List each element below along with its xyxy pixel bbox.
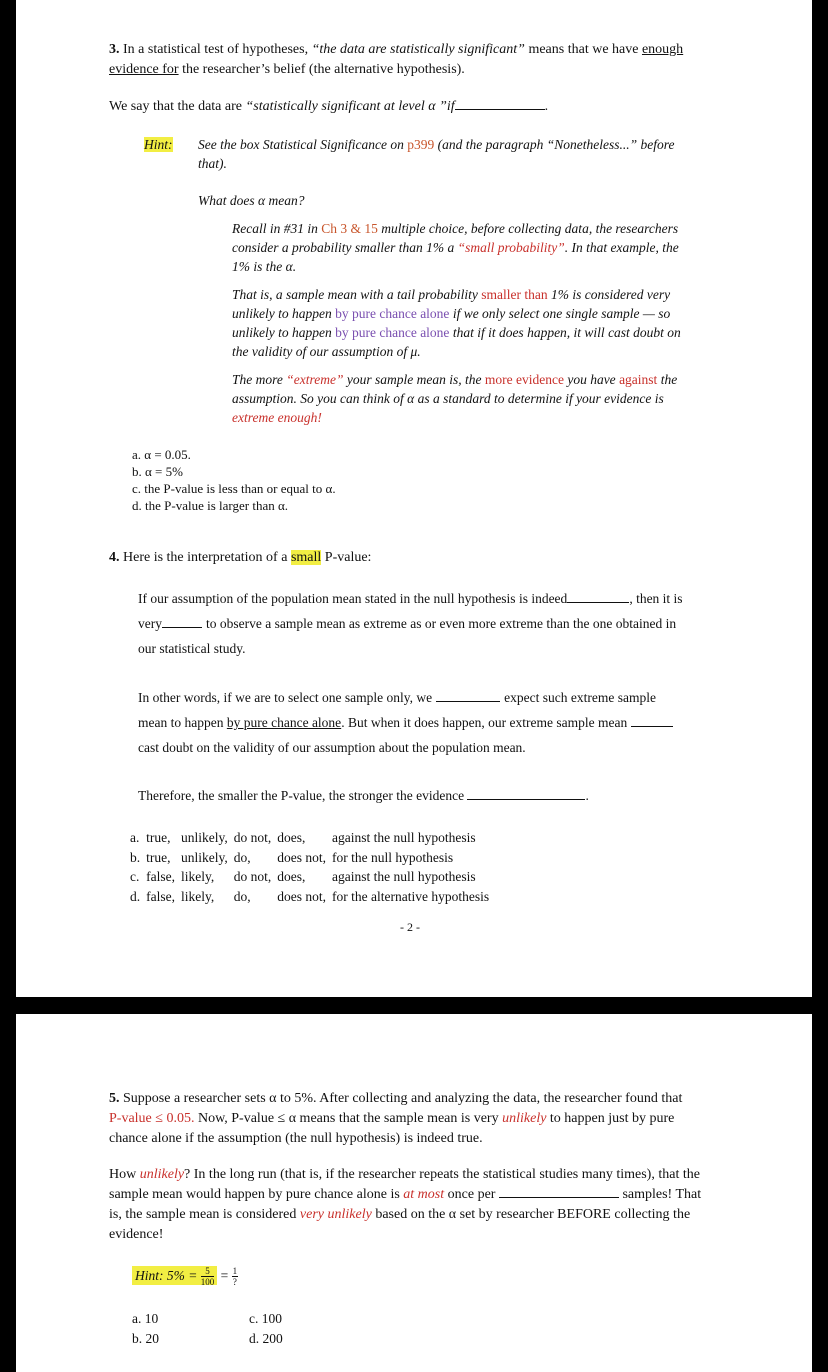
q3-blank [455, 97, 545, 110]
q5-fraction-5-over-100: $\frac{5}{100}$ [200, 1266, 215, 1288]
q4-paragraph-1: If our assumption of the population mean stated in the null hypothesis is indeed , then it is very to observe a sample mean as extreme as or even more extreme than the one obtained in our statistical study. [138, 591, 683, 656]
q4-blank-3 [436, 689, 500, 702]
q5-hint: Hint: 5% = $\frac{5}{100}$ = $\frac{1}{?}$ [132, 1264, 238, 1288]
q4-choices [130, 828, 495, 906]
q5-blank [499, 1185, 619, 1198]
q4-blank-2 [162, 615, 202, 628]
q5-option-b[interactable]: b. 20 [132, 1331, 159, 1346]
q4-blank-4 [631, 714, 673, 727]
q4-choice-d[interactable]: d. false, likely, do, does not, for the alternative hypothesis [130, 888, 490, 904]
q5-hint-label: Hint: [135, 1268, 164, 1283]
q5-option-c[interactable]: c. 100 [249, 1311, 282, 1326]
q4-choice-c[interactable]: c. false, likely, do not, does, against the null hypothesis [130, 869, 476, 884]
q5-fraction-1-over-unknown: $\frac{1}{?}$ [232, 1266, 238, 1288]
q3-options [132, 446, 532, 514]
q5-paragraph-1: 5. Suppose a researcher sets α to 5%. After collecting and analyzing the data, the researcher found that P-value ≤ 0.05. Now, P-value ≤ α means that the sample mean is very unlikely to happen just by pure chance alone if the assumption (the null hypothesis) is indeed true. [109, 1091, 683, 1146]
q3-what-alpha: What does α mean? [198, 193, 305, 208]
q3-hint-text: See the box Statistical Significance on p399 (and the paragraph “Nonetheless...” before that). [198, 137, 675, 171]
q4-blank-1 [567, 590, 629, 603]
q5-option-d[interactable]: d. 200 [249, 1331, 283, 1346]
q5-paragraph-2: How unlikely? In the long run (that is, if the researcher repeats the statistical studies many times), that the sample mean would happen by pure chance alone is at most once per samples! That is, the sample mean is considered very unlikely based on the α set by researcher BEFORE collecting the evidence! [109, 1167, 702, 1242]
page-number: - 2 - [400, 920, 420, 934]
q3-number: 3. [109, 42, 120, 57]
q4-conclusion: Therefore, the smaller the P-value, the stronger the evidence . [138, 788, 589, 803]
q3-hint-paragraph-1: Recall in #31 in Ch 3 & 15 multiple choice, before collecting data, the researchers consider a probability smaller than 1% a “small probability”. In that example, the 1% is the α. [232, 221, 679, 274]
q4-intro: 4. Here is the interpretation of a small P-value: [109, 550, 372, 565]
q3-option-d[interactable]: d. the P-value is larger than α. [132, 498, 289, 513]
q4-number: 4. [109, 550, 120, 565]
q5-options-right [249, 1309, 283, 1349]
q5-options-left [132, 1309, 159, 1349]
q4-blank-5 [467, 787, 585, 800]
q3-hint-paragraph-2: That is, a sample mean with a tail probability smaller than 1% is considered very unlikely to happen by pure chance alone if we only select one single sample — so unlikely to happen by pure chance alone that if it does happen, it will cast doubt on the validity of our assumption of μ. [232, 287, 681, 359]
q4-paragraph-2: In other words, if we are to select one sample only, we expect such extreme sample mean to happen by pure chance alone. But when it does happen, our extreme sample mean cast doubt on the validity of our assumption about the population mean. [138, 685, 738, 760]
q3-intro: 3. In a statistical test of hypotheses, “the data are statistically significant” means that we have enough evidence for the researcher’s belief (the alternative hypothesis). [109, 42, 684, 77]
q3-option-b[interactable]: b. α = 5% [132, 464, 183, 479]
q3-option-c[interactable]: c. the P-value is less than or equal to α. [132, 481, 336, 496]
q4-choice-b[interactable]: b. true, unlikely, do, does not, for the null hypothesis [130, 849, 454, 865]
q5-option-a[interactable]: a. 10 [132, 1311, 159, 1326]
q3-option-a[interactable]: a. α = 0.05. [132, 447, 191, 462]
q3-statement: We say that the data are “statistically significant at level α ”if . [109, 99, 549, 114]
q5-number: 5. [109, 1091, 120, 1106]
q4-choice-a[interactable]: a. true, unlikely, do not, does, against the null hypothesis [130, 830, 476, 845]
page-two [16, 1014, 812, 1372]
q3-hint-paragraph-3: The more “extreme” your sample mean is, the more evidence you have against the assumption. So you can think of α as a standard to determine if your evidence is extreme enough! [232, 372, 678, 425]
q3-hint-label: Hint: [144, 137, 173, 152]
page-one [16, 0, 812, 997]
